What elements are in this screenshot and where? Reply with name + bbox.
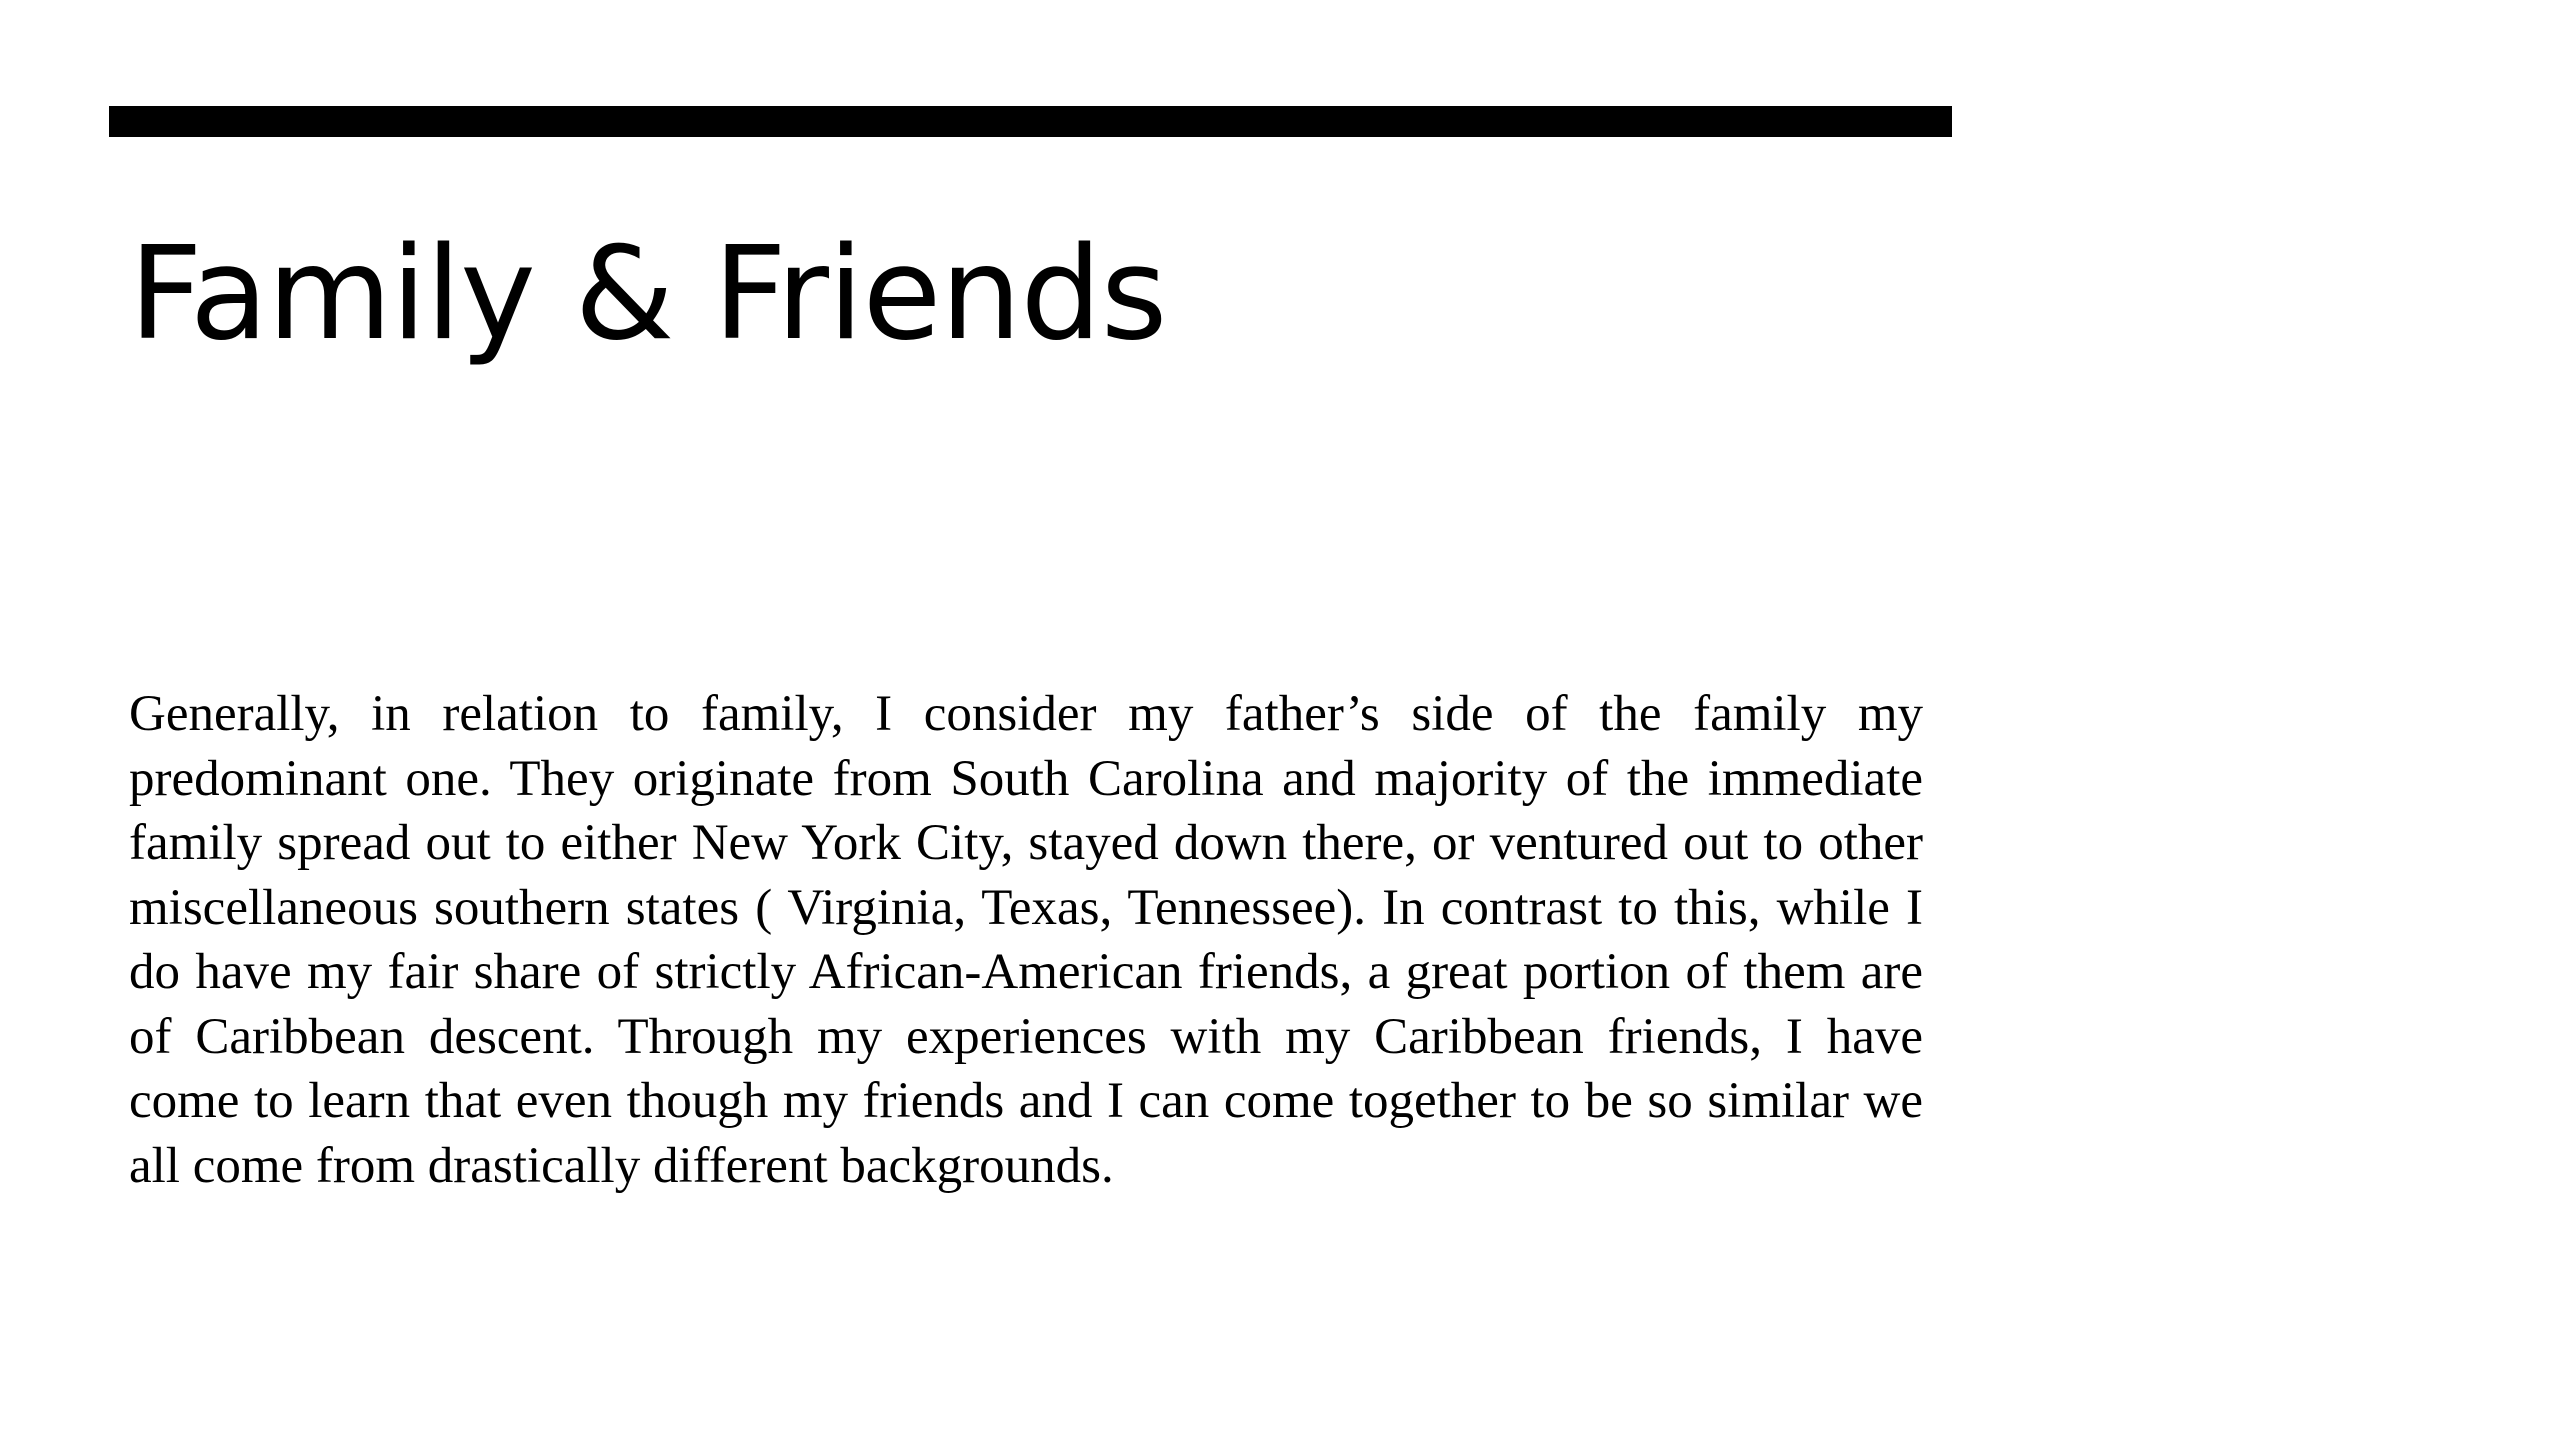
slide-title: Family & Friends bbox=[129, 220, 1167, 369]
slide-body-text: Generally, in relation to family, I consider my father’s side of the family my predominant one. They originate from South Carolina and majority of the immediate family spread out to either New York City, stayed down there, or ventured out to other miscellaneous southern states ( Virginia, Texas, Tennessee). In contrast to this, while I do have my fair share of strictly African-American friends, a great portion of them are of Caribbean descent. Through my experiences with my Caribbean friends, I have come to learn that even though my friends and I can come together to be so similar we all come from drastically different backgrounds. bbox=[129, 686, 1923, 1194]
title-accent-bar bbox=[109, 106, 1952, 137]
